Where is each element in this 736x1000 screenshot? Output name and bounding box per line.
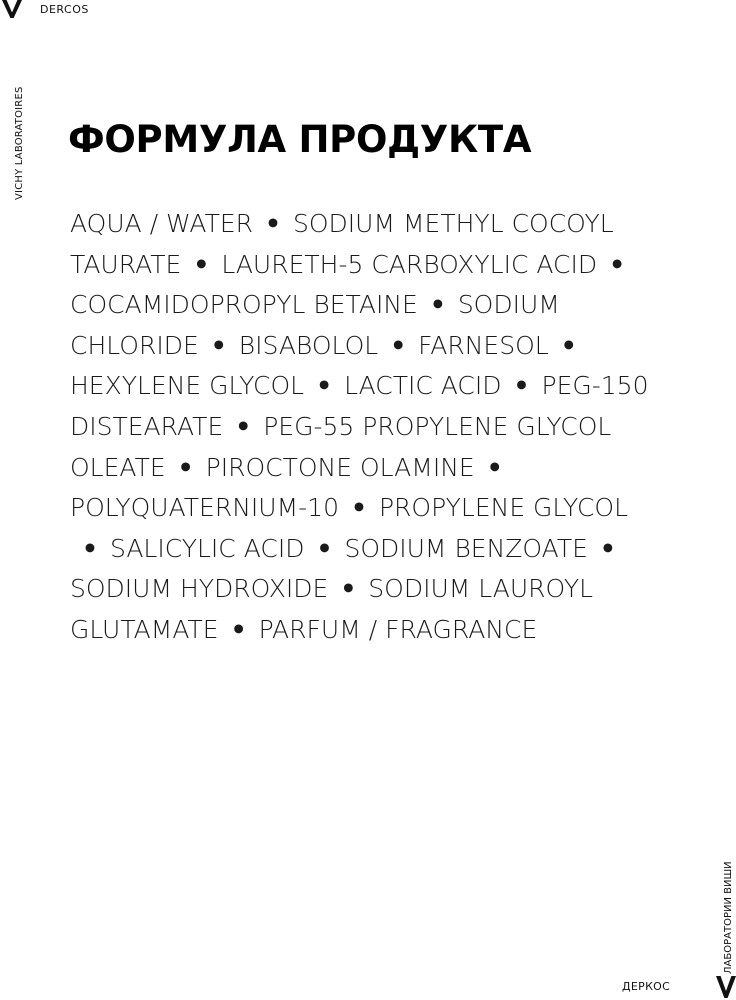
ingredient-item: SODIUM HYDROXIDE bbox=[70, 574, 329, 604]
ingredient-line bbox=[70, 366, 680, 407]
ingredient-item: LAURETH-5 CARBOXYLIC ACID bbox=[221, 249, 598, 279]
ingredient-item: SODIUM bbox=[457, 290, 560, 320]
brand-name-bottom: ДЕРКОС bbox=[622, 980, 671, 993]
ingredient-item: CHLORIDE bbox=[70, 330, 199, 360]
ingredient-line bbox=[70, 448, 680, 489]
ingredient-line bbox=[70, 569, 680, 610]
ingredient-item: SODIUM METHYL COCOYL bbox=[293, 209, 614, 238]
ingredient-line bbox=[70, 529, 680, 570]
bullet-separator: • bbox=[390, 330, 407, 360]
ingredient-line bbox=[70, 285, 680, 326]
ingredient-item: LACTIC ACID bbox=[344, 371, 502, 401]
bullet-separator: • bbox=[340, 574, 357, 604]
ingredients-list bbox=[70, 204, 680, 651]
ingredient-line bbox=[70, 204, 680, 245]
ingredient-line bbox=[70, 407, 680, 448]
ingredient-line bbox=[70, 245, 680, 286]
bullet-separator: • bbox=[230, 614, 247, 644]
bullet-separator: • bbox=[486, 452, 503, 482]
bullet-separator: • bbox=[560, 330, 577, 360]
bullet-separator: • bbox=[316, 371, 333, 401]
ingredient-item: POLYQUATERNIUM-10 bbox=[70, 493, 339, 523]
ingredient-item: SALICYLIC ACID bbox=[109, 533, 305, 563]
vertical-brand-right: ЛАБОРАТОРИИ ВИШИ bbox=[723, 861, 734, 974]
bullet-separator: • bbox=[82, 533, 98, 563]
page-title: ФОРМУЛА ПРОДУКТА bbox=[68, 118, 532, 161]
brand-name-top: DERCOS bbox=[40, 3, 89, 16]
bullet-separator: • bbox=[316, 533, 333, 563]
ingredient-item: PEG-150 bbox=[541, 371, 649, 401]
bullet-separator: • bbox=[599, 533, 616, 563]
ingredient-item: HEXYLENE GLYCOL bbox=[70, 371, 305, 401]
vichy-v-logo-icon bbox=[2, 0, 22, 18]
bullet-separator: • bbox=[235, 411, 252, 441]
ingredient-item: PARFUM / FRAGRANCE bbox=[258, 614, 538, 644]
ingredient-item: DISTEARATE bbox=[70, 411, 224, 441]
ingredient-item: PROPYLENE GLYCOL bbox=[378, 493, 629, 523]
bullet-separator: • bbox=[513, 371, 530, 401]
vichy-v-logo-bottom-icon bbox=[716, 976, 736, 998]
ingredient-item: SODIUM LAUROYL bbox=[368, 574, 594, 604]
ingredient-item: FARNESOL bbox=[418, 330, 549, 360]
bullet-separator: • bbox=[265, 209, 281, 238]
ingredient-item: GLUTAMATE bbox=[70, 614, 219, 644]
ingredient-item: SODIUM BENZOATE bbox=[344, 533, 588, 563]
ingredient-line bbox=[70, 326, 680, 367]
ingredient-item: TAURATE bbox=[70, 249, 182, 279]
bullet-separator: • bbox=[210, 330, 227, 360]
bullet-separator: • bbox=[429, 290, 446, 320]
ingredient-line bbox=[70, 610, 680, 651]
bullet-separator: • bbox=[177, 452, 194, 482]
ingredient-item: AQUA / WATER bbox=[70, 209, 254, 238]
bullet-separator: • bbox=[193, 249, 210, 279]
ingredient-item: OLEATE bbox=[70, 452, 166, 482]
ingredient-item: COCAMIDOPROPYL BETAINE bbox=[70, 290, 418, 320]
ingredient-item: BISABOLOL bbox=[238, 330, 379, 360]
ingredient-item: PEG-55 PROPYLENE GLYCOL bbox=[263, 411, 612, 441]
bullet-separator: • bbox=[350, 493, 367, 523]
vertical-brand-left: VICHY LABORATOIRES bbox=[14, 86, 25, 200]
ingredient-line bbox=[70, 488, 680, 529]
bullet-separator: • bbox=[609, 249, 626, 279]
ingredient-item: PIROCTONE OLAMINE bbox=[205, 452, 475, 482]
